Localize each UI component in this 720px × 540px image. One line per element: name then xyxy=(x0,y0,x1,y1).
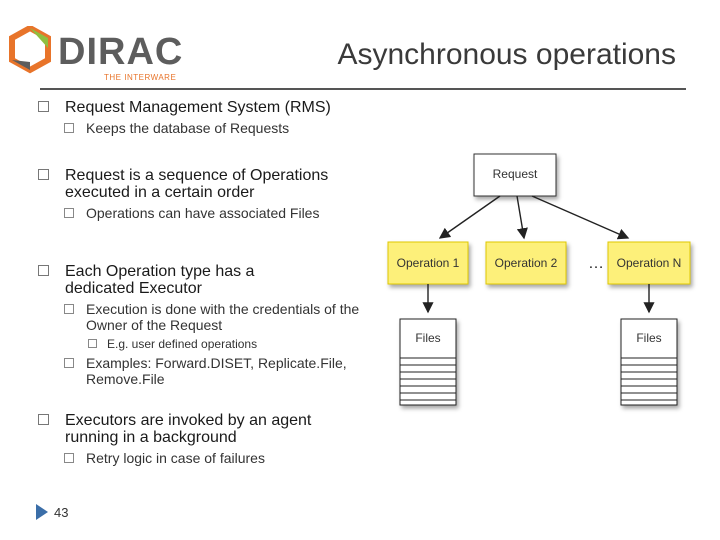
bullet-marker-icon xyxy=(88,339,97,348)
bullet-marker-icon xyxy=(64,358,74,368)
page-number: 43 xyxy=(54,505,69,520)
files-label: Files xyxy=(636,331,662,345)
bullet-marker-icon xyxy=(64,208,74,218)
logo-tagline: THE INTERWARE xyxy=(104,73,177,82)
logo-wordmark: DIRAC xyxy=(58,31,184,73)
bullet-text: Each Operation type has a dedicated Executor xyxy=(65,263,255,297)
bullet-marker-icon xyxy=(64,304,74,314)
bullet-text: Examples: Forward.DISET, Replicate.File, Remove.File xyxy=(86,355,347,387)
operation-label: Operation 1 xyxy=(396,256,460,270)
page-arrow-icon xyxy=(36,504,48,520)
operation-box-1 xyxy=(388,242,468,284)
operation-box-2 xyxy=(486,242,566,284)
operation-label: Operation 2 xyxy=(494,256,558,270)
operation-box-n xyxy=(608,242,690,284)
request-box xyxy=(474,154,556,196)
request-label: Request xyxy=(492,167,538,181)
bullet-text: Request is a sequence of Operations executed in a certain order xyxy=(65,167,329,201)
bullet-marker-icon xyxy=(38,414,49,425)
file-arrows xyxy=(428,284,649,312)
bullet-text: Executors are invoked by an agent running in a background xyxy=(65,412,312,446)
rms-diagram xyxy=(380,148,710,418)
slide-title: Asynchronous operations xyxy=(337,38,676,71)
bullet-marker-icon xyxy=(38,169,49,180)
bullet-marker-icon xyxy=(38,101,49,112)
request-arrows xyxy=(440,196,628,238)
title-divider xyxy=(40,88,686,90)
bullet-text: Keeps the database of Requests xyxy=(86,120,290,136)
files-stack-2 xyxy=(621,319,677,405)
operation-label: Operation N xyxy=(616,256,682,270)
bullet-text: E.g. user defined operations xyxy=(107,337,258,351)
bullet-text: Request Management System (RMS) xyxy=(65,99,331,116)
files-stack-1 xyxy=(400,319,456,405)
bullet-marker-icon xyxy=(64,123,74,133)
bullet-text: Execution is done with the credentials of the Owner of the Request xyxy=(86,301,360,333)
bullet-marker-icon xyxy=(64,453,74,463)
files-label: Files xyxy=(415,331,441,345)
bullet-text: Retry logic in case of failures xyxy=(86,450,265,466)
bullet-marker-icon xyxy=(38,265,49,276)
hexagon-logo-icon xyxy=(12,28,48,70)
operations-ellipsis: … xyxy=(588,255,604,272)
dirac-logo xyxy=(8,26,198,86)
bullet-text: Operations can have associated Files xyxy=(86,205,320,221)
